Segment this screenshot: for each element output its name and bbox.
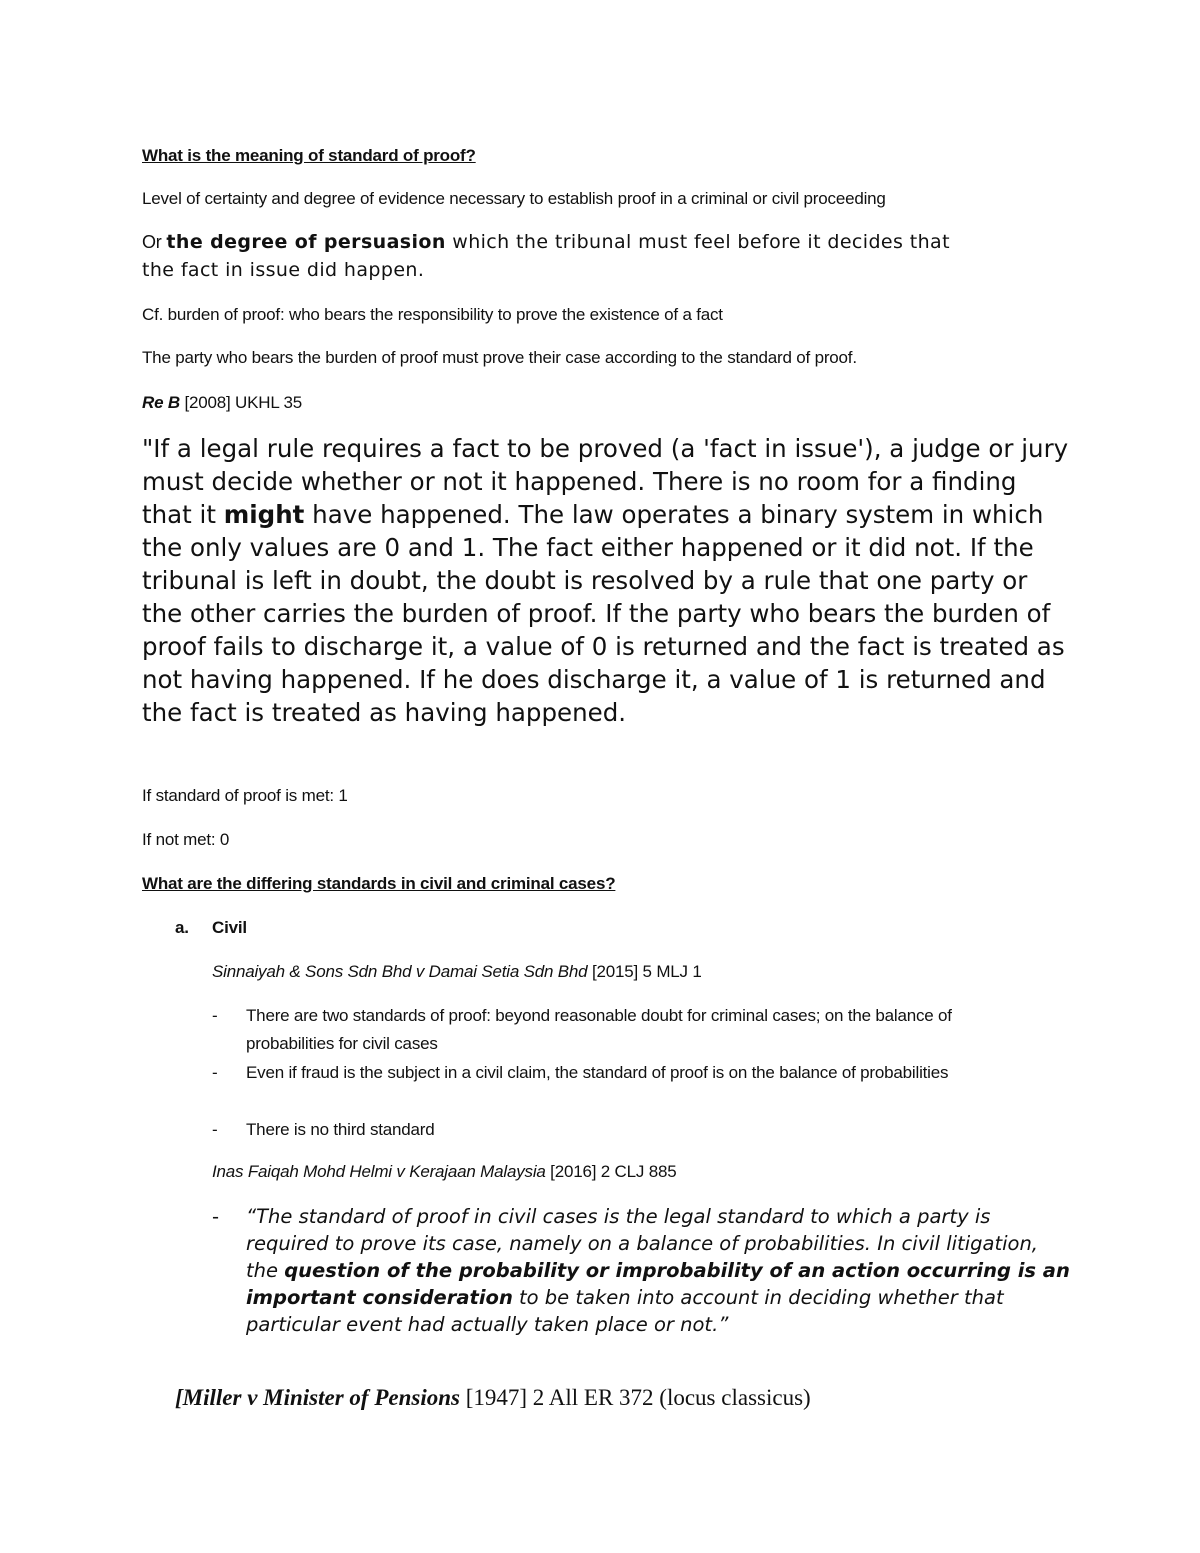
section-a-marker: a. — [175, 918, 189, 937]
case-re-b — [142, 393, 302, 413]
standard-met-line: If standard of proof is met: 1 — [142, 786, 348, 805]
list-item-text: There is no third standard — [246, 1120, 435, 1139]
definition-line: Level of certainty and degree of evidence necessary to establish proof in a criminal or civil proceeding — [142, 189, 886, 208]
bullet-dash: - — [212, 1120, 218, 1139]
bullet-dash: - — [212, 1063, 218, 1082]
case-inas-faiqah-name: Inas Faiqah Mohd Helmi v Kerajaan Malaysia — [212, 1162, 546, 1181]
cf-burden-line: Cf. burden of proof: who bears the responsibility to prove the existence of a fact — [142, 305, 723, 324]
case-re-b-citation: [2008] UKHL 35 — [179, 393, 302, 412]
list-item-text: There are two standards of proof: beyond reasonable doubt for criminal cases; on the balance of probabilities for civil cases — [246, 1006, 952, 1053]
alt-definition-prefix: Or — [142, 232, 167, 252]
case-re-b-name: Re B — [142, 393, 180, 412]
section-a-title: Civil — [212, 918, 247, 937]
case-miller-citation: [1947] 2 All ER 372 (locus classicus) — [459, 1385, 811, 1410]
case-sinnaiyah — [212, 962, 702, 982]
heading-standard-of-proof: What is the meaning of standard of proof? — [142, 146, 476, 165]
standard-not-met-line: If not met: 0 — [142, 830, 230, 849]
party-burden-line: The party who bears the burden of proof must prove their case according to the standard of proof. — [142, 348, 857, 367]
re-b-quote-part1: "If a legal rule requires a fact to be proved (a 'fact in issue'), a judge or jury must decide whether or not it happened. There is no room for a finding that it — [142, 434, 1069, 529]
case-inas-faiqah-citation: [2016] 2 CLJ 885 — [545, 1162, 677, 1181]
case-miller-name: [Miller v Minister of Pensions — [175, 1385, 460, 1410]
re-b-quote — [142, 432, 1072, 729]
inas-quote-bold: question of the probability or improbability of an action occurring is an important consideration — [246, 1259, 1070, 1309]
case-sinnaiyah-citation: [2015] 5 MLJ 1 — [587, 962, 702, 981]
heading-differing-standards: What are the differing standards in civil and criminal cases? — [142, 874, 616, 893]
case-sinnaiyah-name: Sinnaiyah & Sons Sdn Bhd v Damai Setia Sdn Bhd — [212, 962, 588, 981]
re-b-quote-part2: have happened. The law operates a binary system in which the only values are 0 and 1. The fact either happened or it did not. If the tribunal is left in doubt, the doubt is resolved by a rule that one party or the other carries the burden of proof. If the party who bears the burden of proof fails to discharge it, a value of 0 is returned and the fact is treated as not having happened. If he does discharge it, a value of 1 is returned and the fact is treated as having happened. — [142, 500, 1065, 727]
inas-faiqah-quote-text — [246, 1203, 1076, 1338]
bullet-dash: - — [212, 1205, 220, 1228]
bullet-dash: - — [212, 1006, 218, 1025]
alt-definition-rest-1: which the tribunal must feel before it decides that — [445, 231, 950, 253]
alt-definition — [142, 228, 950, 284]
list-item-text: Even if fraud is the subject in a civil claim, the standard of proof is on the balance of probabilities — [246, 1063, 949, 1082]
alt-definition-rest-2: the fact in issue did happen. — [142, 259, 425, 281]
case-inas-faiqah — [212, 1162, 676, 1182]
inas-quote-part2: to be taken into account in deciding whether that particular event had actually taken place or not.” — [246, 1286, 1004, 1336]
alt-definition-bold: the degree of persuasion — [166, 231, 446, 253]
inas-quote-part1: “The standard of proof in civil cases is the legal standard to which a party is required to prove its case, namely on a balance of probabilities. In civil litigation, the — [246, 1205, 1038, 1282]
case-miller — [175, 1385, 811, 1411]
re-b-quote-bold: might — [223, 500, 305, 529]
